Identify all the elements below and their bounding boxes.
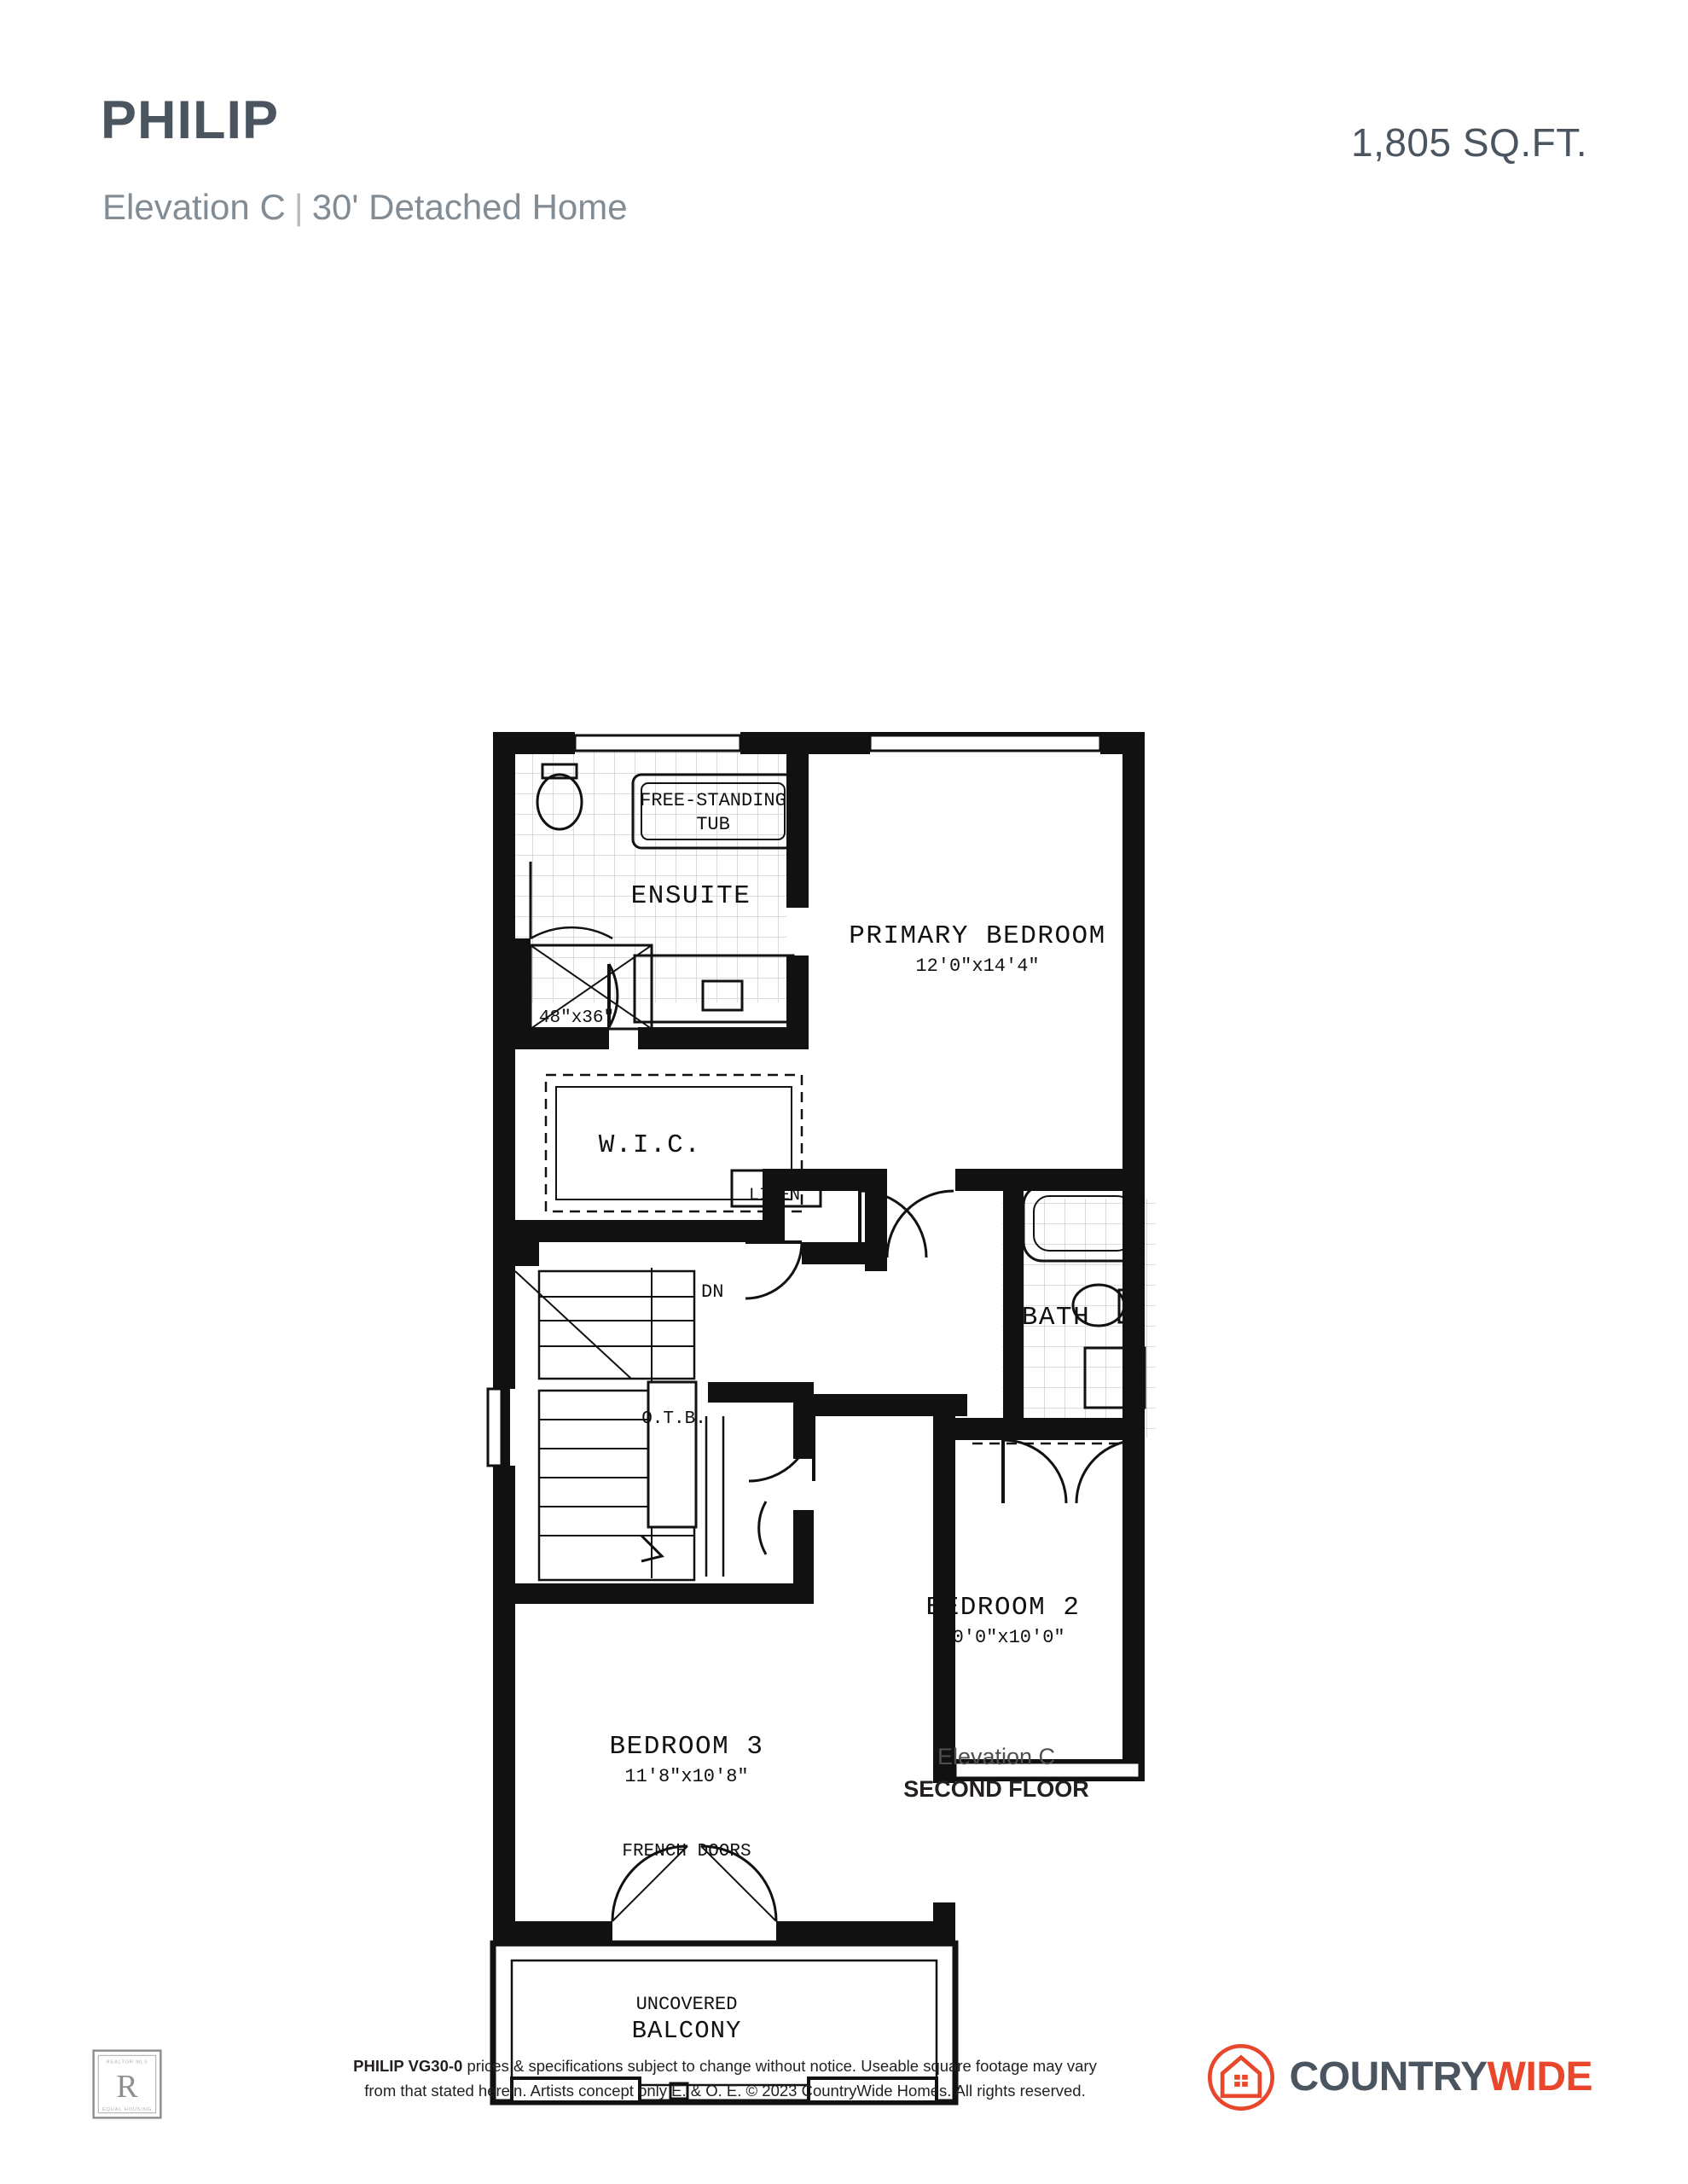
realtor-seal-icon <box>92 2049 162 2119</box>
brand-wordmark <box>1289 2054 1592 2100</box>
room-label-bedroom-2: BEDROOM 2 <box>925 1593 1081 1623</box>
label-otb: O.T.B. <box>641 1409 706 1429</box>
countrywide-house-icon <box>1208 2044 1274 2111</box>
plan-caption-elevation: Elevation C <box>937 1744 1056 1769</box>
svg-text:EQUAL HOUSING: EQUAL HOUSING <box>102 2107 153 2113</box>
room-label-free-standing-tub: FREE-STANDING <box>640 790 786 811</box>
svg-text:R: R <box>116 2068 138 2105</box>
page-title: PHILIP <box>101 90 280 150</box>
floor-plan-drawing <box>488 732 1156 2102</box>
home-type-label: 30' Detached Home <box>311 187 628 227</box>
room-label-wic: W.I.C. <box>598 1130 702 1160</box>
label-dn: DN <box>701 1281 724 1303</box>
page-footer <box>0 1996 1688 2184</box>
room-dims-bedroom-3: 11'8"x10'8" <box>624 1766 749 1787</box>
room-dims-bedroom-2: 10'0"x10'0" <box>941 1627 1065 1648</box>
legal-disclaimer <box>333 2054 1117 2103</box>
brand-logo <box>1208 2044 1592 2111</box>
label-shower-size: 48"x36" <box>538 1008 615 1028</box>
brand-word-country: COUNTRY <box>1289 2054 1488 2100</box>
disclaimer-line-1: prices & specifications subject to change without notice. Useable square footage may vary <box>462 2057 1097 2075</box>
ensuite-tile-floor <box>505 746 786 1002</box>
subtitle-divider: | <box>293 187 304 227</box>
room-label-free-standing-tub-2: TUB <box>696 814 730 835</box>
plan-caption-floor: SECOND FLOOR <box>903 1776 1089 1802</box>
label-french-doors: FRENCH DOORS <box>622 1842 751 1862</box>
brand-word-wide: WIDE <box>1487 2054 1592 2100</box>
page-subtitle <box>102 189 628 225</box>
svg-text:REALTOR MLS: REALTOR MLS <box>106 2059 148 2065</box>
disclaimer-line-2: from that stated herein. Artists concept only E. & O. E. © 2023 CountryWide Homes. All rights reserved. <box>364 2081 1086 2100</box>
model-code: PHILIP VG30-0 <box>353 2057 463 2075</box>
room-label-bedroom-3: BEDROOM 3 <box>609 1732 764 1762</box>
page-header <box>0 0 1688 282</box>
room-label-ensuite: ENSUITE <box>630 881 751 911</box>
room-dims-primary-bedroom: 12'0"x14'4" <box>915 956 1040 977</box>
room-label-primary-bedroom: PRIMARY BEDROOM <box>849 921 1106 951</box>
room-label-bath: BATH <box>1021 1303 1091 1333</box>
label-uncovered: UNCOVERED <box>635 1994 738 2015</box>
floor-plan <box>0 282 1688 2045</box>
label-balcony: BALCONY <box>631 2017 742 2045</box>
square-footage-label: 1,805 SQ.FT. <box>1350 120 1587 165</box>
elevation-label: Elevation C <box>102 187 286 227</box>
bedroom3-closet <box>706 1416 723 1577</box>
label-linen: LINEN <box>748 1186 801 1205</box>
